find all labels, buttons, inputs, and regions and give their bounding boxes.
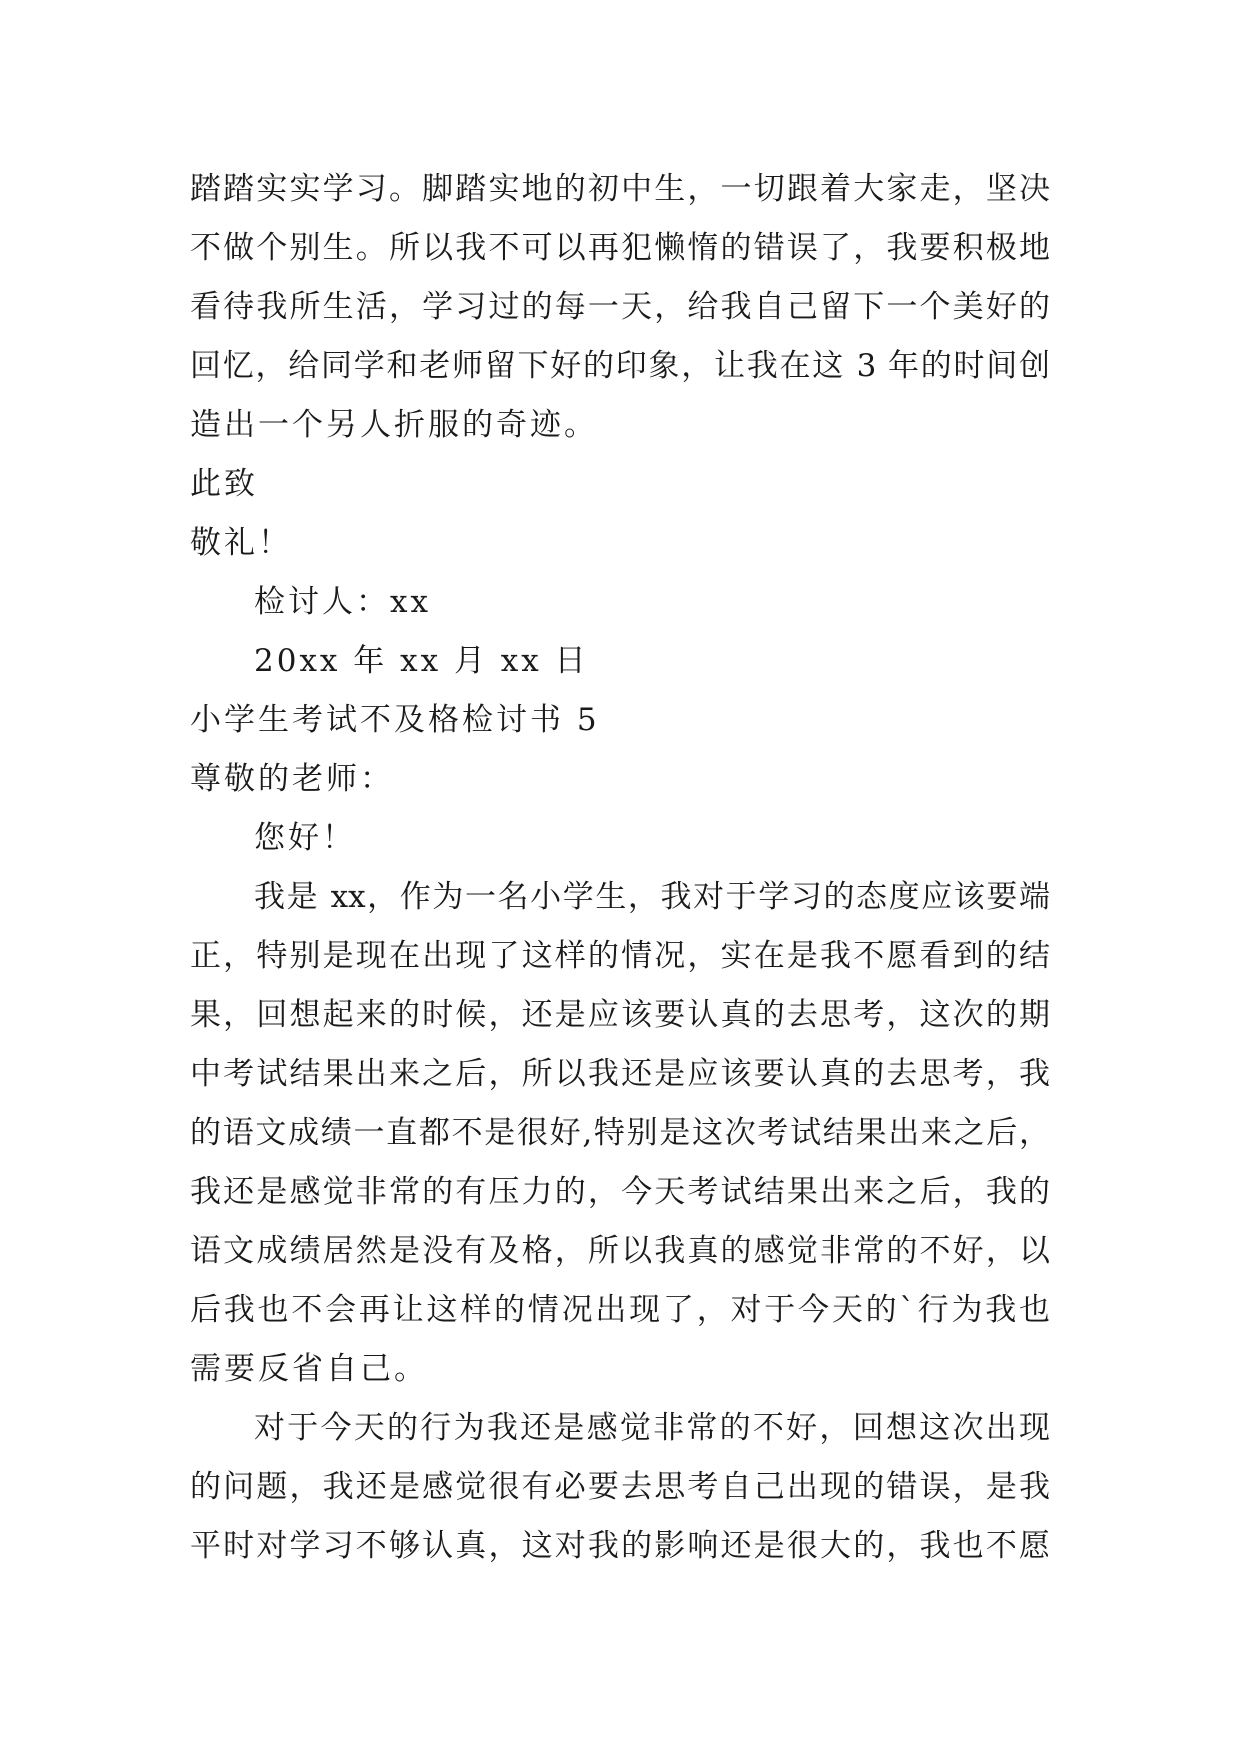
paragraph-line: 对于今天的行为我还是感觉非常的不好，回想这次出现 [254, 1410, 1050, 1446]
paragraph-line: 后我也不会再让这样的情况出现了，对于今天的`行为我也 [190, 1292, 1050, 1328]
paragraph-line: 看待我所生活，学习过的每一天，给我自己留下一个美好的 [190, 289, 1050, 325]
paragraph-line: 的问题，我还是感觉很有必要去思考自己出现的错误，是我 [190, 1469, 1050, 1505]
paragraph-line: 语文成绩居然是没有及格，所以我真的感觉非常的不好，以 [190, 1233, 1050, 1269]
paragraph-line: 需要反省自己。 [190, 1351, 428, 1387]
paragraph-line: 果，回想起来的时候，还是应该要认真的去思考，这次的期 [190, 997, 1050, 1033]
paragraph-line: 造出一个另人折服的奇迹。 [190, 407, 598, 443]
document-page [190, 160, 1050, 1576]
paragraph-line: 不做个别生。所以我不可以再犯懒惰的错误了，我要积极地 [190, 230, 1050, 266]
signature-author: 检讨人：xx [254, 584, 431, 620]
paragraph-line: 中考试结果出来之后，所以我还是应该要认真的去思考，我 [190, 1056, 1050, 1092]
paragraph-line: 我还是感觉非常的有压力的，今天考试结果出来之后，我的 [190, 1174, 1050, 1210]
paragraph-line: 正，特别是现在出现了这样的情况，实在是我不愿看到的结 [190, 938, 1050, 974]
paragraph-line: 踏踏实实学习。脚踏实地的初中生，一切跟着大家走，坚决 [190, 171, 1050, 207]
greeting: 尊敬的老师： [190, 761, 394, 797]
paragraph-line: 的语文成绩一直都不是很好,特别是这次考试结果出来之后， [190, 1115, 1050, 1151]
closing-respect: 敬礼！ [190, 525, 292, 561]
paragraph-line: 回忆，给同学和老师留下好的印象，让我在这 3 年的时间创 [190, 348, 1050, 384]
paragraph-line: 平时对学习不够认真，这对我的影响还是很大的，我也不愿 [190, 1528, 1050, 1564]
greeting-hello: 您好！ [254, 820, 356, 856]
section-title: 小学生考试不及格检讨书 5 [190, 702, 600, 738]
signature-date: 20xx 年 xx 月 xx 日 [254, 643, 589, 679]
closing-salutation: 此致 [190, 466, 258, 502]
paragraph-line: 我是 xx，作为一名小学生，我对于学习的态度应该要端 [254, 879, 1050, 915]
